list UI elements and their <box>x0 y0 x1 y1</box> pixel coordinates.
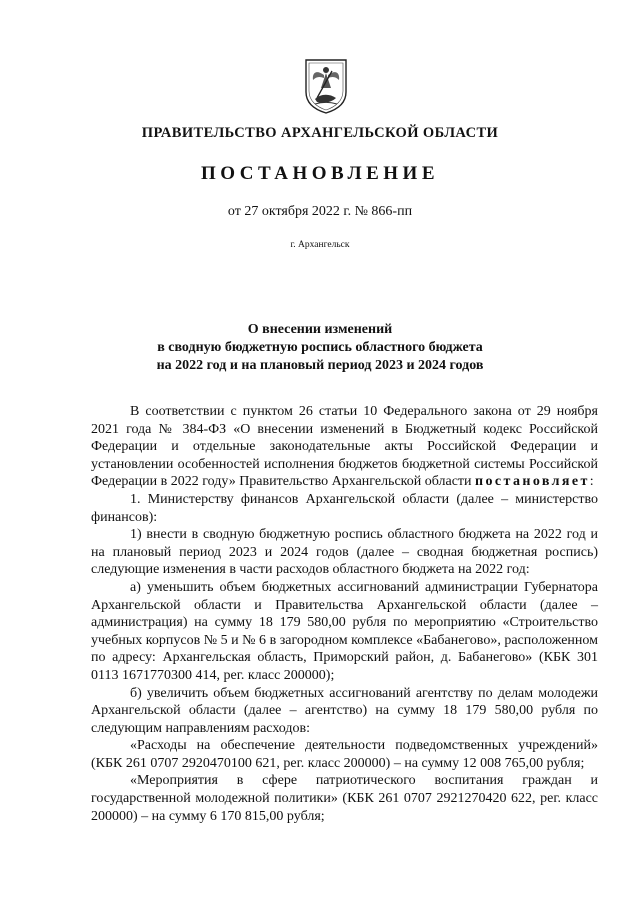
expense-1: «Расходы на обеспечение деятельности подведомственных учреждений» (КБК 261 0707 2920470100 621, рег. класс 200000) – на сумму 12 008 765,00 рубля; <box>91 738 598 771</box>
subject-line-2: в сводную бюджетную роспись областного бюджета <box>157 340 483 355</box>
document-subject <box>0 321 640 375</box>
item-1: 1. Министерству финансов Архангельской области (далее – министерство финансов): <box>91 491 598 525</box>
subject-line-3: на 2022 год и на плановый период 2023 и 2024 годов <box>156 358 484 373</box>
document-body <box>91 403 598 825</box>
document-city: г. Архангельск <box>290 240 350 250</box>
document-date: от 27 октября 2022 г. № 866-пп <box>227 204 413 219</box>
intro-text: В соответствии с пунктом 26 статьи 10 Федерального закона от 29 ноября 2021 года № 384-ФЗ «О внесении изменений в Бюджетный кодекс Российской Федерации и отдельные законодательные акты Российской Федерации и установлении особенностей исполнения бюджетов бюджетной системы Российской Федерации в 2022 году» Правительство Архангельской области <box>91 404 598 490</box>
item-1-1: 1) внести в сводную бюджетную роспись областного бюджета на 2022 год и на плановый период 2023 и 2024 годов (далее – сводная бюджетная роспись) следующие изменения в части расходов областного бюджета на 2022 год: <box>91 527 598 578</box>
resolves-word: постановляет <box>475 474 590 490</box>
document-type: ПОСТАНОВЛЕНИЕ <box>200 163 440 184</box>
coat-of-arms-icon <box>303 58 349 114</box>
resolves-colon: : <box>589 474 594 490</box>
expense-2: «Мероприятия в сфере патриотического воспитания граждан и государственной молодежной политики» (КБК 261 0707 2921270420 622, рег. класс 200000) – на сумму 6 170 815,00 рубля; <box>91 773 598 824</box>
intro-paragraph <box>91 403 598 491</box>
subject-line-1: О внесении изменений <box>247 322 393 337</box>
government-title: ПРАВИТЕЛЬСТВО АРХАНГЕЛЬСКОЙ ОБЛАСТИ <box>141 125 499 141</box>
item-a: а) уменьшить объем бюджетных ассигнований администрации Губернатора Архангельской области и Правительства Архангельской области (далее – администрация) на сумму 18 179 580,00 рубля по мероприятию «Строительство учебных корпусов № 5 и № 6 в загородном комплексе «Бабанегово», расположенном по адресу: Архангельская область, Приморский район, д. Бабанегово» (КБК 301 0113 1671770300 414, рег. класс 200000); <box>91 579 598 683</box>
item-b: б) увеличить объем бюджетных ассигнований агентству по делам молодежи Архангельской области (далее – агентство) на сумму 18 179 580,00 рубля по следующим направлениям расходов: <box>91 685 598 736</box>
